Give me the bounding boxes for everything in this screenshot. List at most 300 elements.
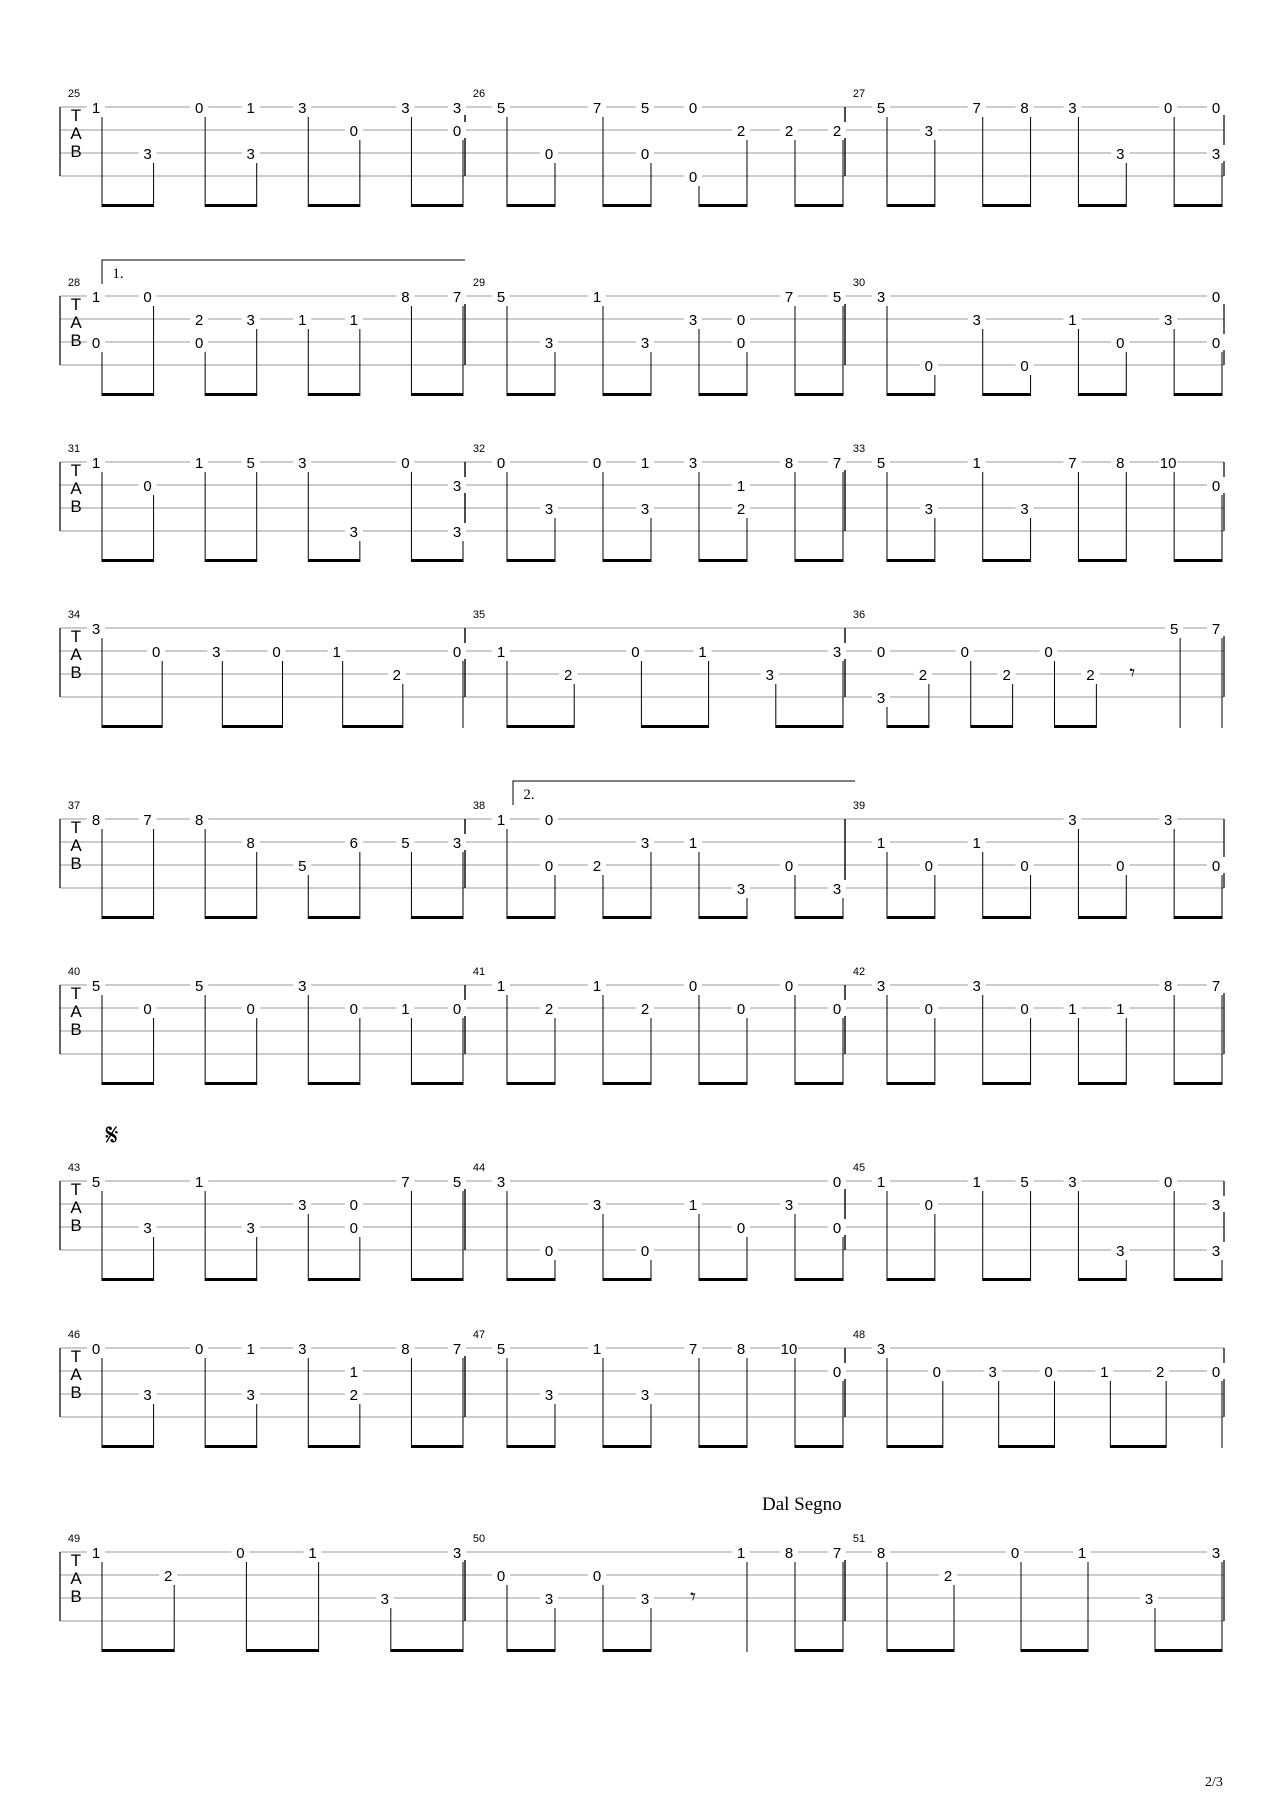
fret-number: 3 [143,1387,152,1404]
fret-number: 1 [194,455,204,472]
beam [1078,204,1126,207]
fret-number: 0 [1163,1174,1173,1191]
beam [887,1082,935,1085]
fret-number: 0 [736,312,746,329]
tab-system [60,260,1225,396]
beam [1174,559,1222,562]
fret-number: 0 [246,1001,255,1018]
beam [603,204,651,207]
measure-number: 39 [852,800,866,812]
beam [1174,1082,1222,1085]
dal-segno-marking: Dal Segno [762,1494,842,1515]
measure [473,800,846,919]
beam [603,1445,651,1448]
fret-number: 2 [544,1001,554,1018]
fret-number: 3 [298,1341,307,1358]
fret-number: 1 [332,644,341,661]
tab-clef-letter: A [70,645,82,664]
fret-number: 5 [640,100,650,117]
tab-system [60,1118,1225,1281]
measure-number: 36 [852,609,866,621]
fret-number: 1 [349,312,359,329]
measure [473,277,846,396]
beam [102,725,162,728]
fret-number: 3 [832,881,842,898]
measure-number: 45 [852,1162,866,1174]
volta-2-bracket [513,781,855,805]
fret-number: 2 [349,1387,359,1404]
fret-number: 3 [1211,146,1221,163]
beam [795,1445,843,1448]
fret-number: 3 [544,1591,554,1608]
beam [308,393,360,396]
fret-number: 1 [496,978,506,995]
fret-number: 1 [736,1545,746,1562]
fret-number: 3 [924,501,934,518]
measure [853,800,1225,919]
beam [1174,916,1222,919]
beam [971,725,1013,728]
beam [507,1445,555,1448]
beam [343,725,403,728]
measure [68,1162,466,1281]
fret-number: 0 [452,644,462,661]
tab-clef-letter: A [70,313,82,332]
eighth-rest: 𝄾 [690,1584,696,1609]
fret-number: 1 [972,1174,981,1191]
fret-number: 1 [91,1545,101,1562]
beam [507,916,555,919]
measure [853,1162,1225,1281]
fret-number: 1 [246,100,255,117]
fret-number: 0 [143,1001,152,1018]
fret-number: 0 [496,1568,506,1585]
beam [603,1649,651,1652]
beam [983,1278,1031,1281]
tab-clef-letter: T [70,106,82,125]
beam [795,1649,843,1652]
measure-number: 32 [472,443,486,455]
fret-number: 3 [784,1197,794,1214]
fret-number: 1 [698,644,707,661]
fret-number: 3 [544,1387,554,1404]
fret-number: 0 [91,335,101,352]
beam [699,1082,747,1085]
fret-number: 7 [832,455,842,472]
tab-clef-letter: T [70,627,82,646]
measure [473,88,846,207]
fret-number: 3 [688,455,698,472]
fret-number: 0 [832,1174,842,1191]
measure-number: 46 [67,1329,81,1341]
beam [1174,1278,1222,1281]
beam [795,393,843,396]
fret-number: 7 [592,100,602,117]
tab-clef-letter: A [70,1365,82,1384]
tab-clef-letter: B [70,854,82,873]
fret-number: 5 [298,858,307,875]
fret-number: 3 [246,312,255,329]
measure-number: 49 [67,1533,81,1545]
fret-number: 2 [1086,667,1095,684]
fret-number: 1 [246,1341,255,1358]
fret-number: 3 [380,1591,389,1608]
fret-number: 5 [496,100,506,117]
measure [68,88,466,207]
fret-number: 0 [832,1001,842,1018]
fret-number: 1 [876,835,886,852]
fret-number: 1 [592,978,602,995]
tab-clef-letter: T [70,1180,82,1199]
fret-number: 1 [972,455,981,472]
tab-system [60,966,1225,1085]
fret-number: 8 [1163,978,1173,995]
tab-clef-letter: B [70,1216,82,1235]
fret-number: 3 [1020,501,1029,518]
tab-clef-letter: T [70,1347,82,1366]
beam [205,1445,257,1448]
fret-number: 1 [308,1545,317,1562]
fret-number: 1 [640,455,650,472]
beam [1174,393,1222,396]
tab-clef-letter: A [70,1198,82,1217]
fret-number: 7 [832,1545,842,1562]
beam [205,1082,257,1085]
fret-number: 3 [688,312,698,329]
fret-number: 3 [640,1387,650,1404]
fret-number: 0 [1020,1001,1029,1018]
volta-1-label: 1. [112,266,124,282]
fret-number: 3 [246,146,255,163]
fret-number: 2 [943,1568,953,1585]
fret-number: 2 [392,667,402,684]
fret-number: 1 [496,812,506,829]
measure-number: 47 [472,1329,486,1341]
fret-number: 2 [194,312,204,329]
fret-number: 7 [401,1174,410,1191]
measure-number: 33 [852,443,866,455]
fret-number: 8 [401,1341,410,1358]
fret-number: 1 [401,1001,410,1018]
fret-number: 7 [688,1341,698,1358]
fret-number: 0 [349,1220,359,1237]
beam [507,1082,555,1085]
fret-number: 0 [544,812,554,829]
fret-number: 0 [736,1001,746,1018]
fret-number: 5 [452,1174,462,1191]
segno-sign: 𝄋 [105,1118,119,1153]
fret-number: 2 [164,1568,173,1585]
beam [102,1649,174,1652]
beam [641,725,708,728]
beam [603,1278,651,1281]
beam [507,1278,555,1281]
fret-number: 3 [876,1341,886,1358]
fret-number: 3 [401,100,410,117]
tab-clef-letter: A [70,1002,82,1021]
beam [102,916,154,919]
beam [795,916,843,919]
fret-number: 8 [401,289,410,306]
measure [853,966,1225,1085]
beam [507,393,555,396]
fret-number: 0 [832,1220,842,1237]
beam [411,559,463,562]
measure-number: 35 [472,609,486,621]
fret-number: 0 [876,644,886,661]
fret-number: 3 [1211,1243,1221,1260]
fret-number: 8 [784,1545,794,1562]
fret-number: 1 [592,289,602,306]
tab-clef-letter: B [70,1020,82,1039]
fret-number: 1 [688,1197,698,1214]
fret-number: 0 [1116,335,1125,352]
tab-system [60,781,1225,919]
fret-number: 3 [640,335,650,352]
fret-number: 0 [143,478,152,495]
fret-number: 7 [1068,455,1077,472]
fret-number: 3 [924,123,934,140]
fret-number: 0 [631,644,640,661]
fret-number: 2 [1002,667,1011,684]
fret-number: 0 [1211,100,1221,117]
fret-number: 3 [988,1364,997,1381]
measure [473,1162,846,1281]
fret-number: 5 [496,289,506,306]
tab-clef-letter: T [70,818,82,837]
tab-clef-letter: B [70,331,82,350]
measure [853,443,1225,562]
fret-number: 3 [640,835,650,852]
tab-clef-letter: T [70,295,82,314]
measure [853,277,1225,396]
beam [205,204,257,207]
beam [1078,1278,1126,1281]
fret-number: 2 [1155,1364,1165,1381]
fret-number: 6 [349,835,359,852]
beam [205,916,257,919]
fret-number: 8 [194,812,204,829]
fret-number: 3 [1211,1197,1221,1214]
measure-number: 44 [472,1162,486,1174]
fret-number: 5 [401,835,410,852]
fret-number: 1 [496,644,506,661]
fret-number: 2 [736,123,746,140]
beam [699,916,747,919]
fret-number: 5 [876,100,886,117]
tab-clef-letter: B [70,663,82,682]
fret-number: 5 [496,1341,506,1358]
fret-number: 3 [1068,812,1077,829]
beam [887,725,929,728]
fret-number: 0 [736,335,746,352]
beam [308,1445,360,1448]
measure-number: 27 [852,88,866,100]
fret-number: 2 [640,1001,650,1018]
fret-number: 0 [592,1568,602,1585]
tab-clef-letter: A [70,124,82,143]
fret-number: 5 [876,455,886,472]
fret-number: 1 [688,835,698,852]
fret-number: 0 [736,1220,746,1237]
fret-number: 8 [246,835,255,852]
fret-number: 0 [452,1001,462,1018]
fret-number: 0 [349,123,359,140]
tab-clef-letter: A [70,836,82,855]
fret-number: 0 [91,1341,101,1358]
fret-number: 0 [272,644,281,661]
fret-number: 1 [91,100,101,117]
fret-number: 2 [592,858,602,875]
fret-number: 3 [246,1220,255,1237]
fret-number: 0 [1163,100,1173,117]
beam [246,1649,318,1652]
fret-number: 0 [151,644,161,661]
tab-clef-letter: A [70,479,82,498]
beam [983,1082,1031,1085]
measure [68,443,466,562]
beam [795,1082,843,1085]
tab-clef-letter: B [70,1587,82,1606]
beam [699,1278,747,1281]
measure-number: 40 [67,966,81,978]
beam [983,916,1031,919]
beam [308,559,360,562]
measure [853,88,1225,207]
fret-number: 3 [972,312,981,329]
beam [102,204,154,207]
fret-number: 3 [876,289,886,306]
fret-number: 3 [452,1545,462,1562]
beam [603,393,651,396]
fret-number: 7 [972,100,981,117]
fret-number: 0 [143,289,152,306]
fret-number: 3 [1211,1545,1221,1562]
tab-system [60,443,1225,562]
measure [473,609,846,728]
beam [308,1082,360,1085]
fret-number: 3 [832,644,842,661]
measure [68,800,466,919]
fret-number: 5 [1020,1174,1029,1191]
fret-number: 3 [1068,100,1077,117]
fret-number: 0 [194,100,204,117]
fret-number: 0 [688,100,698,117]
beam [983,204,1031,207]
measure-number: 26 [472,88,486,100]
tab-clef-letter: A [70,1569,82,1588]
fret-number: 3 [496,1174,506,1191]
fret-number: 1 [1100,1364,1109,1381]
tab-system [60,1533,1225,1652]
fret-number: 0 [194,1341,204,1358]
tab-clef-letter: T [70,1551,82,1570]
measure [68,277,466,396]
fret-number: 5 [1169,621,1179,638]
fret-number: 0 [640,146,650,163]
fret-number: 0 [960,644,969,661]
fret-number: 7 [1211,621,1221,638]
beam [699,559,747,562]
fret-number: 0 [1211,858,1221,875]
beam [205,559,257,562]
measure [68,1329,466,1448]
beam [102,559,154,562]
fret-number: 3 [1144,1591,1154,1608]
beam [205,1278,257,1281]
fret-number: 0 [932,1364,942,1381]
fret-number: 0 [349,1001,359,1018]
fret-number: 0 [1044,644,1053,661]
beam [507,204,555,207]
beam [603,1082,651,1085]
fret-number: 3 [736,881,746,898]
fret-number: 8 [736,1341,746,1358]
beam [507,725,574,728]
beam [222,725,282,728]
measure-number: 48 [852,1329,866,1341]
fret-number: 7 [452,1341,462,1358]
fret-number: 0 [924,858,934,875]
beam [776,725,843,728]
beam [699,1445,747,1448]
beam [1078,1082,1126,1085]
fret-number: 3 [1116,1243,1125,1260]
fret-number: 3 [298,978,307,995]
beam [1055,725,1097,728]
eighth-rest: 𝄾 [1129,660,1136,685]
fret-number: 0 [1044,1364,1053,1381]
fret-number: 0 [1211,335,1221,352]
fret-number: 0 [1020,358,1029,375]
fret-number: 3 [640,1591,650,1608]
fret-number: 0 [1211,1364,1221,1381]
fret-number: 3 [1163,312,1173,329]
measure-number: 30 [852,277,866,289]
beam [411,916,463,919]
beam [983,559,1031,562]
beam [999,1445,1055,1448]
fret-number: 1 [298,312,307,329]
fret-number: 3 [91,621,101,638]
tab-clef-letter: T [70,984,82,1003]
fret-number: 0 [640,1243,650,1260]
beam [887,204,935,207]
measure-number: 41 [472,966,486,978]
fret-number: 3 [544,335,554,352]
measure-number: 31 [67,443,81,455]
fret-number: 1 [1077,1545,1087,1562]
measure-number: 29 [472,277,486,289]
beam [411,1278,463,1281]
fret-number: 3 [1116,146,1125,163]
beam [205,393,257,396]
fret-number: 3 [349,524,359,541]
fret-number: 3 [1163,812,1173,829]
beam [1078,393,1126,396]
beam [1021,1649,1088,1652]
fret-number: 2 [784,123,794,140]
tab-clef-letter: B [70,497,82,516]
fret-number: 3 [876,978,886,995]
fret-number: 0 [924,1001,934,1018]
beam [887,393,935,396]
measure-number: 43 [67,1162,81,1174]
fret-number: 0 [401,455,410,472]
measure [68,1533,466,1652]
measure [473,1329,846,1448]
measure [853,1533,1225,1652]
